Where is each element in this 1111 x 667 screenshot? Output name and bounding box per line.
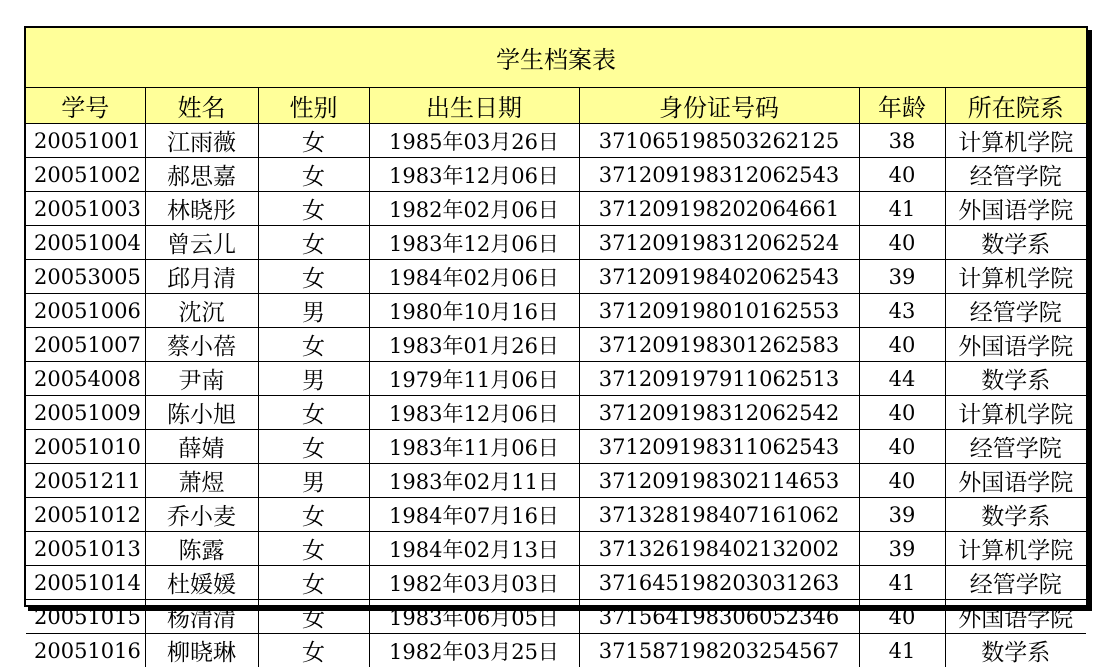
table-row [26,124,1086,158]
cell-id-number: 371209198312062543 [579,158,859,192]
cell-name: 郝思嘉 [145,158,258,192]
cell-student-id: 20051007 [26,328,145,362]
cell-student-id: 20053005 [26,260,145,294]
table-row [26,498,1086,532]
cell-student-id: 20051002 [26,158,145,192]
header-birth-date: 出生日期 [369,88,579,124]
cell-id-number: 371209198202064661 [579,192,859,226]
cell-name: 尹南 [145,362,258,396]
cell-age: 41 [859,192,945,226]
cell-student-id: 20051009 [26,396,145,430]
cell-birth-date: 1984年02月06日 [369,260,579,294]
cell-birth-date: 1985年03月26日 [369,124,579,158]
cell-age: 43 [859,294,945,328]
cell-name: 杜媛媛 [145,566,258,600]
cell-student-id: 20051004 [26,226,145,260]
cell-name: 杨清清 [145,600,258,634]
cell-name: 萧煜 [145,464,258,498]
cell-age: 39 [859,260,945,294]
cell-id-number: 371564198306052346 [579,600,859,634]
cell-gender: 女 [258,498,369,532]
cell-gender: 男 [258,464,369,498]
cell-department: 经管学院 [945,158,1086,192]
cell-student-id: 20054008 [26,362,145,396]
cell-department: 计算机学院 [945,396,1086,430]
cell-birth-date: 1983年12月06日 [369,226,579,260]
cell-student-id: 20051016 [26,634,145,667]
cell-student-id: 20051013 [26,532,145,566]
student-records-sheet [24,26,1088,607]
cell-department: 数学系 [945,634,1086,667]
table-row [26,566,1086,600]
cell-student-id: 20051006 [26,294,145,328]
cell-gender: 女 [258,158,369,192]
cell-gender: 女 [258,226,369,260]
table-row [26,634,1086,667]
table-row [26,192,1086,226]
cell-birth-date: 1983年01月26日 [369,328,579,362]
cell-name: 江雨薇 [145,124,258,158]
cell-student-id: 20051001 [26,124,145,158]
cell-student-id: 20051010 [26,430,145,464]
cell-birth-date: 1983年11月06日 [369,430,579,464]
header-department: 所在院系 [945,88,1086,124]
cell-birth-date: 1983年12月06日 [369,158,579,192]
cell-name: 薛婧 [145,430,258,464]
cell-age: 38 [859,124,945,158]
student-records-table [26,88,1086,667]
cell-gender: 女 [258,600,369,634]
cell-age: 40 [859,158,945,192]
cell-department: 数学系 [945,498,1086,532]
table-row [26,226,1086,260]
cell-birth-date: 1982年03月03日 [369,566,579,600]
cell-gender: 女 [258,430,369,464]
cell-gender: 女 [258,396,369,430]
table-row [26,464,1086,498]
cell-department: 经管学院 [945,294,1086,328]
table-body [26,124,1086,667]
cell-age: 41 [859,634,945,667]
table-row [26,362,1086,396]
cell-id-number: 371209198010162553 [579,294,859,328]
header-gender: 性别 [258,88,369,124]
table-row [26,294,1086,328]
cell-department: 外国语学院 [945,600,1086,634]
cell-id-number: 371209198302114653 [579,464,859,498]
cell-id-number: 371209197911062513 [579,362,859,396]
cell-birth-date: 1980年10月16日 [369,294,579,328]
cell-name: 林晓彤 [145,192,258,226]
cell-department: 经管学院 [945,566,1086,600]
table-row [26,158,1086,192]
cell-id-number: 371065198503262125 [579,124,859,158]
cell-gender: 女 [258,192,369,226]
cell-id-number: 371328198407161062 [579,498,859,532]
cell-department: 外国语学院 [945,192,1086,226]
cell-gender: 女 [258,532,369,566]
cell-id-number: 371645198203031263 [579,566,859,600]
cell-age: 40 [859,328,945,362]
cell-birth-date: 1984年07月16日 [369,498,579,532]
cell-student-id: 20051003 [26,192,145,226]
cell-id-number: 371587198203254567 [579,634,859,667]
cell-name: 乔小麦 [145,498,258,532]
cell-gender: 女 [258,328,369,362]
table-row [26,260,1086,294]
cell-age: 40 [859,396,945,430]
cell-birth-date: 1983年06月05日 [369,600,579,634]
header-age: 年龄 [859,88,945,124]
cell-age: 40 [859,464,945,498]
cell-birth-date: 1979年11月06日 [369,362,579,396]
cell-gender: 女 [258,260,369,294]
cell-student-id: 20051012 [26,498,145,532]
cell-department: 外国语学院 [945,328,1086,362]
table-row [26,532,1086,566]
header-student-id: 学号 [26,88,145,124]
cell-birth-date: 1984年02月13日 [369,532,579,566]
cell-id-number: 371209198312062524 [579,226,859,260]
cell-department: 计算机学院 [945,260,1086,294]
cell-age: 39 [859,498,945,532]
cell-student-id: 20051015 [26,600,145,634]
cell-age: 41 [859,566,945,600]
header-name: 姓名 [145,88,258,124]
cell-name: 蔡小蓓 [145,328,258,362]
cell-gender: 女 [258,634,369,667]
table-row [26,396,1086,430]
cell-age: 39 [859,532,945,566]
table-row [26,430,1086,464]
cell-birth-date: 1982年02月06日 [369,192,579,226]
cell-department: 外国语学院 [945,464,1086,498]
cell-department: 数学系 [945,226,1086,260]
cell-id-number: 371209198311062543 [579,430,859,464]
cell-student-id: 20051014 [26,566,145,600]
cell-gender: 女 [258,124,369,158]
cell-age: 40 [859,226,945,260]
cell-id-number: 371209198312062542 [579,396,859,430]
cell-department: 计算机学院 [945,124,1086,158]
cell-birth-date: 1983年02月11日 [369,464,579,498]
cell-gender: 女 [258,566,369,600]
cell-gender: 男 [258,362,369,396]
cell-department: 数学系 [945,362,1086,396]
cell-id-number: 371209198402062543 [579,260,859,294]
cell-age: 40 [859,430,945,464]
cell-department: 经管学院 [945,430,1086,464]
cell-name: 陈露 [145,532,258,566]
cell-id-number: 371209198301262583 [579,328,859,362]
cell-birth-date: 1982年03月25日 [369,634,579,667]
cell-id-number: 371326198402132002 [579,532,859,566]
cell-name: 陈小旭 [145,396,258,430]
table-title: 学生档案表 [26,28,1086,88]
cell-name: 邱月清 [145,260,258,294]
table-row [26,600,1086,634]
cell-gender: 男 [258,294,369,328]
cell-name: 沈沉 [145,294,258,328]
header-id-number: 身份证号码 [579,88,859,124]
table-row [26,328,1086,362]
cell-age: 40 [859,600,945,634]
cell-name: 柳晓琳 [145,634,258,667]
cell-age: 44 [859,362,945,396]
cell-birth-date: 1983年12月06日 [369,396,579,430]
cell-student-id: 20051211 [26,464,145,498]
cell-department: 计算机学院 [945,532,1086,566]
header-row [26,88,1086,124]
cell-name: 曾云儿 [145,226,258,260]
